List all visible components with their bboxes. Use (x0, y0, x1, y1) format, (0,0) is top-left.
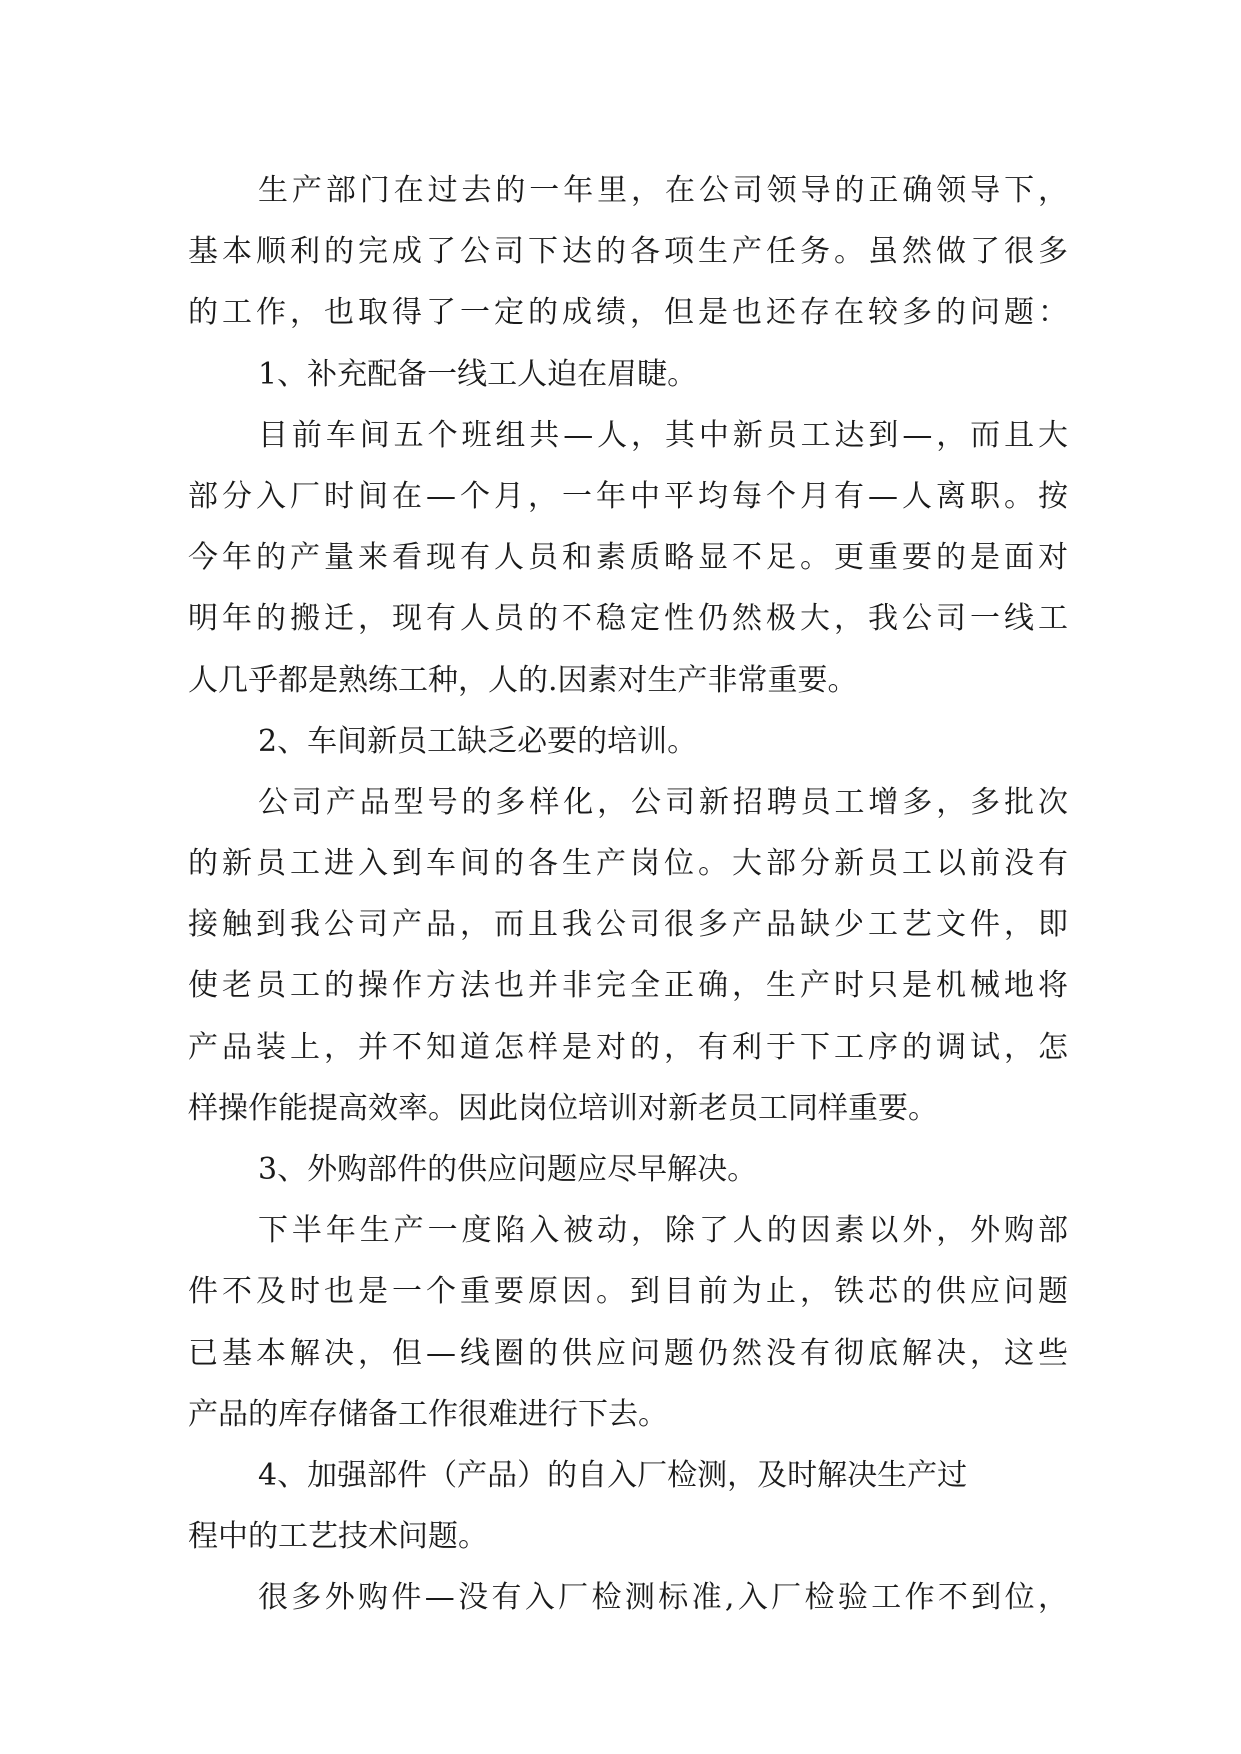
text-line: 样操作能提高效率。因此岗位培训对新老员工同样重要。 (188, 1090, 938, 1126)
text-line: 公司产品型号的多样化，公司新招聘员工增多，多批次 (258, 784, 1068, 820)
text-line: 明年的搬迁，现有人员的不稳定性仍然极大，我公司一线工 (188, 601, 1068, 637)
text-line: 的新员工进入到车间的各生产岗位。大部分新员工以前没有 (188, 846, 1068, 882)
text-line: 部分入厂时间在—个月，一年中平均每个月有—人离职。按 (188, 478, 1068, 514)
text-line: 很多外购件—没有入厂检测标准,入厂检验工作不到位， (258, 1580, 1068, 1616)
text-line: 接触到我公司产品，而且我公司很多产品缺少工艺文件，即 (188, 907, 1068, 943)
text-line: 基本顺利的完成了公司下达的各项生产任务。虽然做了很多 (188, 234, 1068, 270)
text-line: 下半年生产一度陷入被动，除了人的因素以外，外购部 (258, 1213, 1068, 1249)
text-line: 今年的产量来看现有人员和素质略显不足。更重要的是面对 (188, 540, 1068, 576)
text-line: 已基本解决，但—线圈的供应问题仍然没有彻底解决，这些 (188, 1335, 1068, 1371)
section-heading-3: 3、外购部件的供应问题应尽早解决。 (258, 1152, 758, 1187)
document-body (188, 160, 1068, 1629)
text-line: 使老员工的操作方法也并非完全正确，生产时只是机械地将 (188, 968, 1068, 1004)
text-line: 程中的工艺技术问题。 (188, 1519, 488, 1555)
text-line: 产品的库存储备工作很难进行下去。 (188, 1396, 668, 1432)
text-line: 生产部门在过去的一年里，在公司领导的正确领导下， (258, 173, 1068, 208)
section-heading-1: 1、补充配备一线工人迫在眉睫。 (258, 356, 698, 392)
text-line: 人几乎都是熟练工种，人的.因素对生产非常重要。 (188, 662, 858, 698)
text-line: 的工作，也取得了一定的成绩，但是也还存在较多的问题： (188, 295, 1068, 331)
section-heading-2: 2、车间新员工缺乏必要的培训。 (258, 723, 698, 759)
text-line: 目前车间五个班组共—人，其中新员工达到—，而且大 (258, 417, 1068, 453)
text-line: 产品装上，并不知道怎样是对的，有利于下工序的调试，怎 (188, 1029, 1068, 1065)
text-line: 件不及时也是一个重要原因。到目前为止，铁芯的供应问题 (188, 1274, 1068, 1310)
section-heading-4: 4、加强部件（产品）的自入厂检测，及时解决生产过 (258, 1457, 968, 1493)
